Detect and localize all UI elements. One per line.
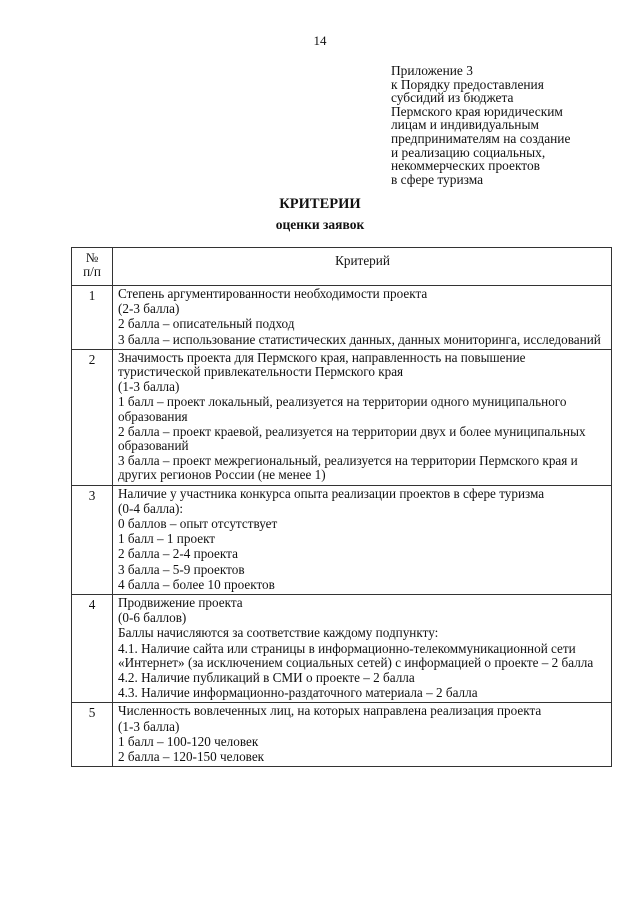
criterion-line: Наличие у участника конкурса опыта реализации проектов в сфере туризма (118, 485, 545, 501)
table-row (72, 286, 612, 350)
table-row (72, 595, 612, 703)
criterion-line: 2 балла – 2-4 проекта (118, 546, 238, 562)
header-number-symbol: № (85, 250, 99, 265)
row-number: 5 (72, 703, 113, 767)
criterion-line: 0 баллов – опыт отсутствует (118, 516, 278, 532)
row-criterion (113, 703, 612, 767)
row-criterion (113, 595, 612, 703)
criterion-line: 1 балл – 1 проект (118, 531, 216, 547)
criterion-line: 1 балл – 100-120 человек (118, 733, 259, 749)
criterion-line: (2-3 балла) (118, 301, 180, 317)
row-criterion (113, 485, 612, 594)
document-heading (0, 196, 640, 233)
criterion-line: Продвижение проекта (118, 595, 243, 611)
page-number: 14 (313, 33, 327, 48)
criterion-line: 4.3. Наличие информационно-раздаточного материала – 2 балла (118, 685, 478, 701)
appendix-line: Приложение 3 (391, 63, 473, 78)
row-number: 2 (72, 349, 113, 485)
appendix-line: лицам и индивидуальным (391, 117, 539, 133)
document-title: КРИТЕРИИ (279, 196, 361, 212)
table-row (72, 703, 612, 767)
criterion-line: 3 балла – использование статистических данных, данных мониторинга, исследований (118, 331, 601, 347)
criterion-line: 4.1. Наличие сайта или страницы в информационно-телекоммуникационной сети «Интернет» (за исключением социальных сетей) с информацией о проекте – 2 балла (118, 640, 594, 670)
criterion-line: 1 балл – проект локальный, реализуется на территории одного муниципального образования (118, 394, 567, 424)
document-subtitle: оценки заявок (275, 217, 365, 232)
header-criterion-cell: Критерий (113, 248, 612, 286)
appendix-line: предпринимателям на создание (391, 130, 571, 146)
criterion-line: 2 балла – 120-150 человек (118, 749, 265, 765)
row-number: 4 (72, 595, 113, 703)
criterion-line: (0-4 балла): (118, 500, 184, 516)
table-row (72, 485, 612, 594)
table-row (72, 349, 612, 485)
appendix-line: некоммерческих проектов (391, 158, 540, 174)
header-number-cell (72, 248, 113, 286)
criterion-line: Численность вовлеченных лиц, на которых направлена реализация проекта (118, 703, 542, 719)
appendix-line: к Порядку предоставления (391, 76, 544, 92)
criterion-line: Значимость проекта для Пермского края, направленность на повышение туристической привлекательности Пермского края (118, 349, 526, 380)
table-header-row (72, 248, 612, 286)
row-criterion (113, 349, 612, 485)
row-criterion (113, 286, 612, 350)
criterion-line: (1-3 балла) (118, 379, 180, 395)
appendix-line: Пермского края юридическим (391, 103, 563, 119)
criterion-line: 4 балла – более 10 проектов (118, 576, 275, 592)
criteria-table (71, 247, 612, 767)
criterion-line: 2 балла – проект краевой, реализуется на территории двух и более муниципальных образований (118, 423, 586, 454)
criterion-line: 2 балла – описательный подход (118, 316, 295, 332)
appendix-line: субсидий из бюджета (391, 90, 514, 106)
criterion-line: 4.2. Наличие публикаций в СМИ о проекте – 2 балла (118, 670, 415, 686)
row-number: 3 (72, 485, 113, 594)
appendix-note (391, 64, 621, 186)
criterion-line: (0-6 баллов) (118, 610, 187, 626)
criterion-line: 3 балла – 5-9 проектов (118, 561, 245, 577)
header-number-abbrev: п/п (83, 264, 101, 279)
criterion-line: 3 балла – проект межрегиональный, реализуется на территории Пермского края и других регионов России (не менее 1) (118, 453, 578, 483)
appendix-line: в сфере туризма (391, 171, 484, 187)
row-number: 1 (72, 286, 113, 350)
criterion-line: (1-3 балла) (118, 718, 180, 734)
criterion-line: Степень аргументированности необходимости проекта (118, 286, 428, 301)
appendix-line: и реализацию социальных, (391, 144, 546, 160)
criterion-line: Баллы начисляются за соответствие каждому подпункту: (118, 625, 439, 641)
